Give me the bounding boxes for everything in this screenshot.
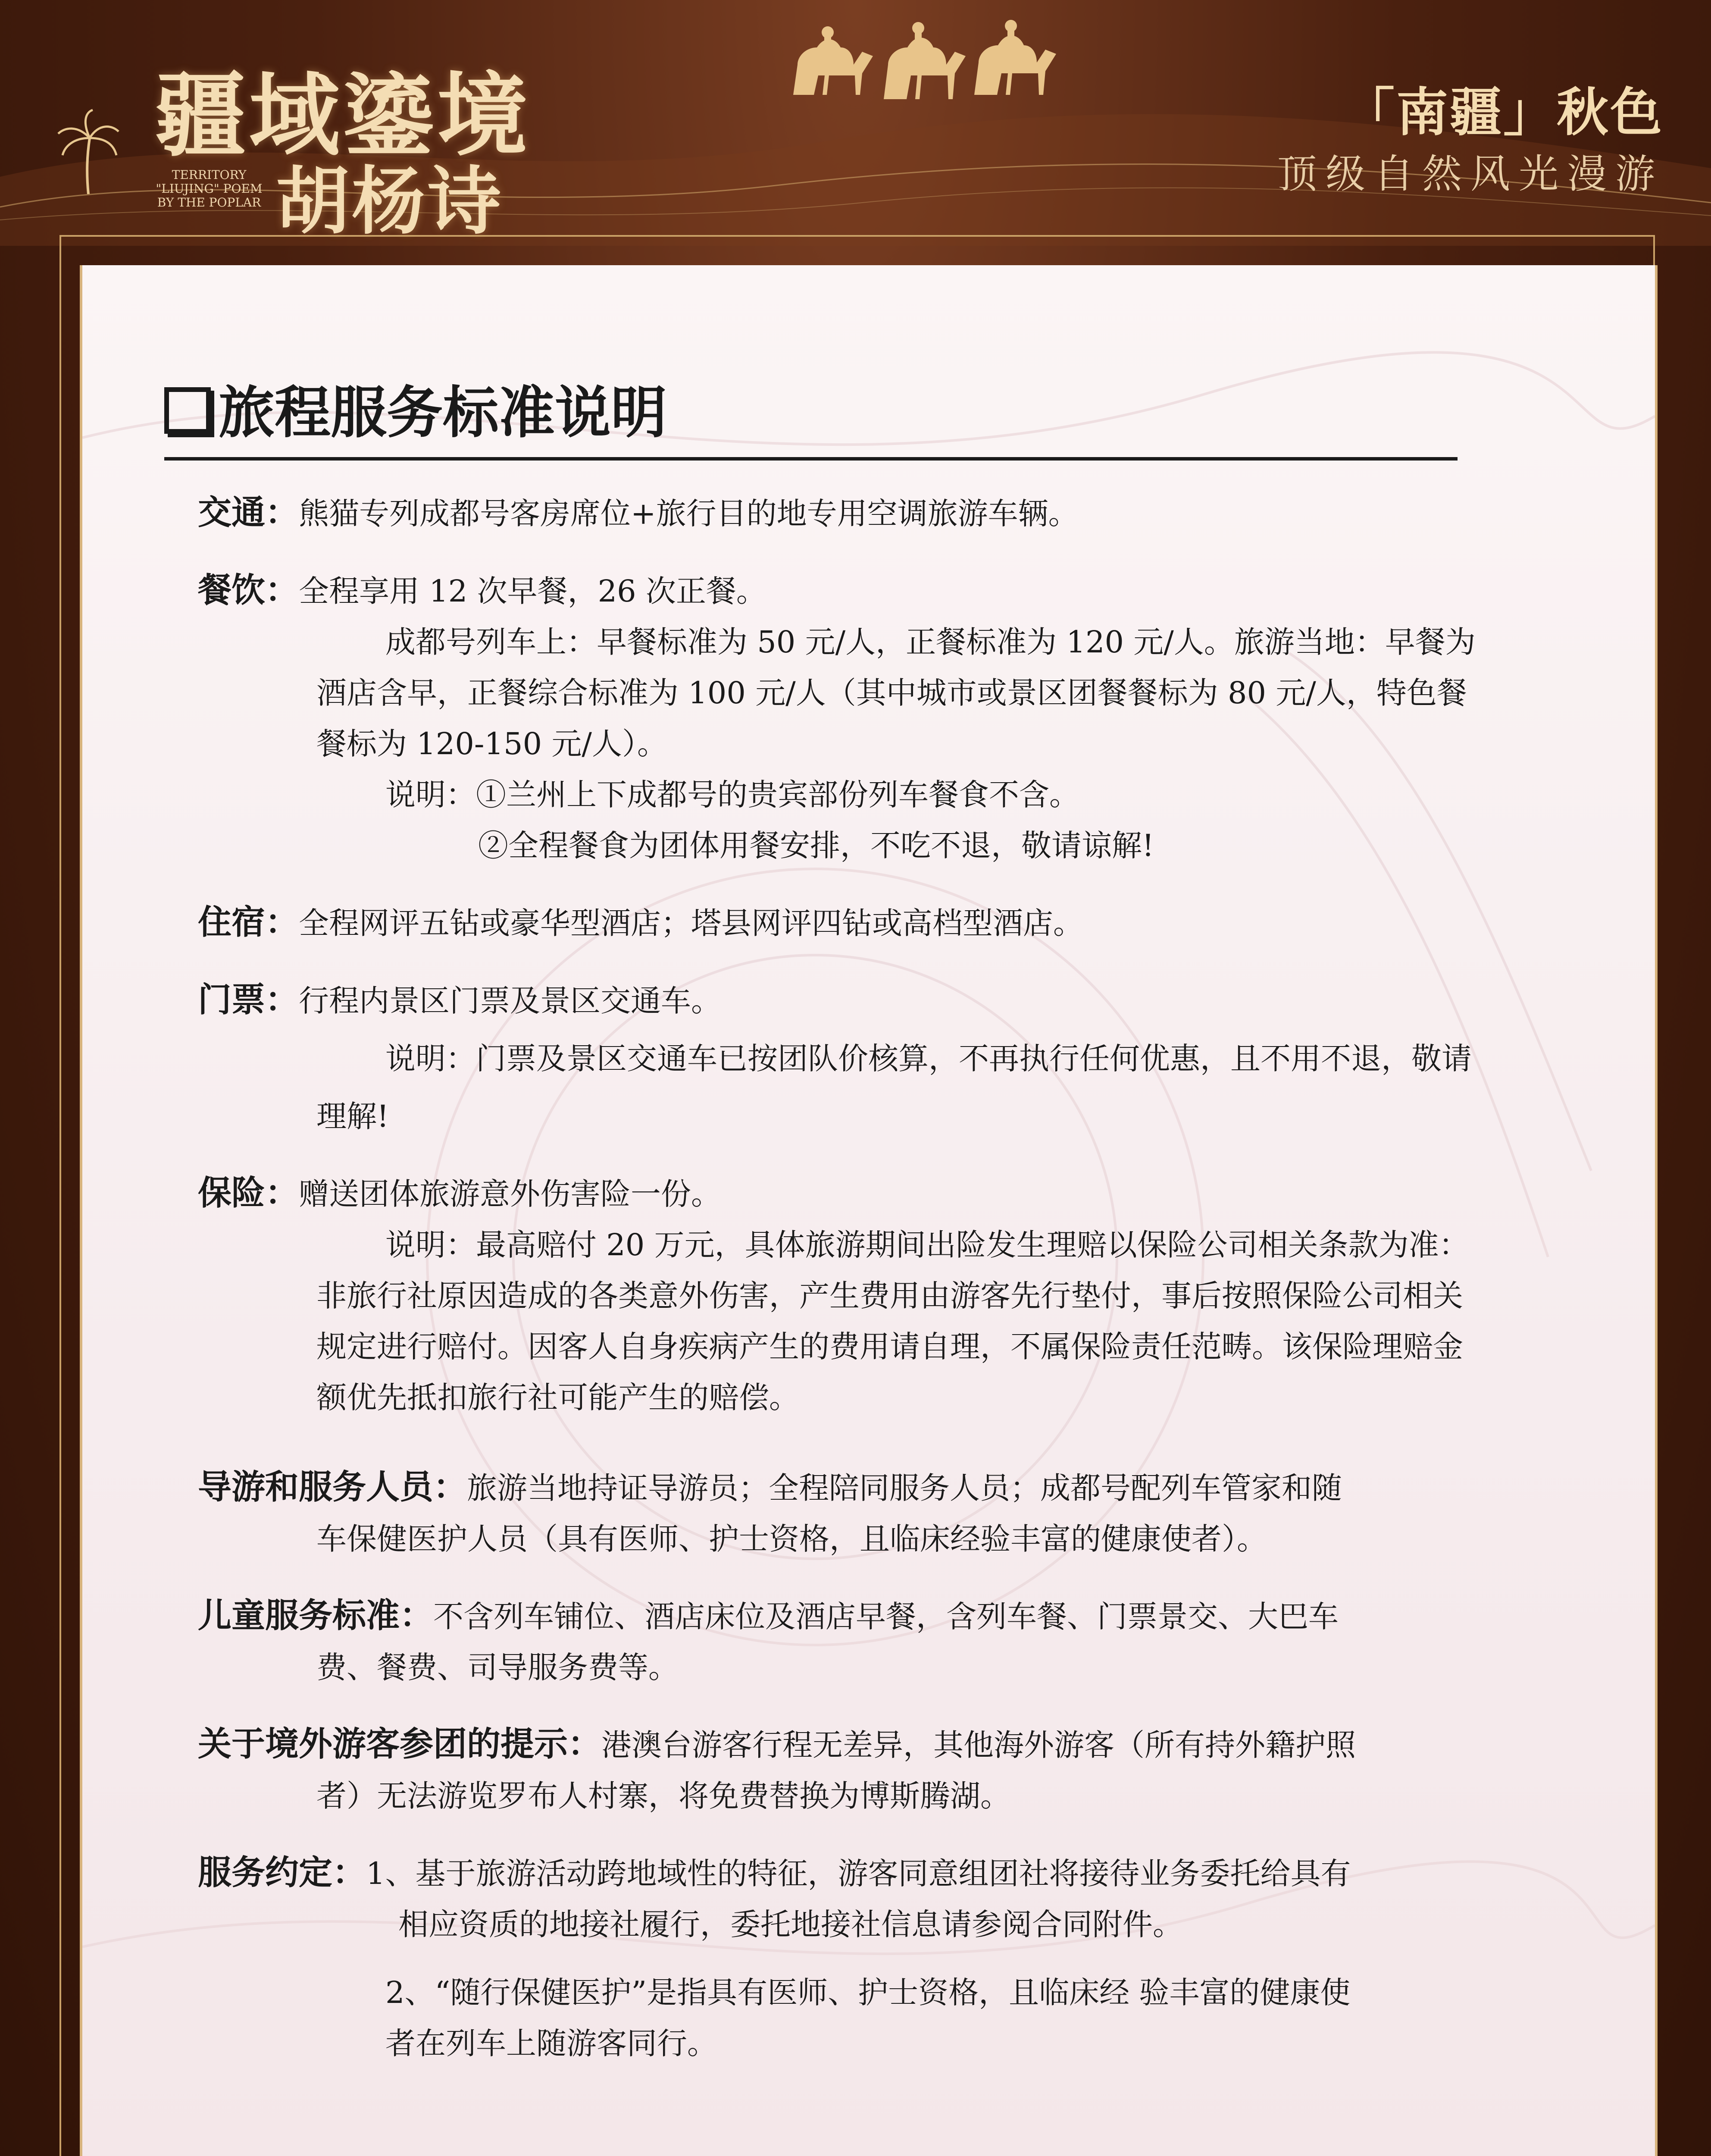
text-guides-2: 车保健医护人员（具有医师、护士资格，且临床经验丰富的健康使者）。 [316,1521,1267,1557]
content-card [80,265,1658,2156]
text-overseas-1: 港澳台游客行程无差异，其他海外游客（所有持外籍护照 [601,1727,1356,1763]
meals-detail-3: 餐标为 120-150 元/人）。 [316,726,667,761]
item-overseas [198,1719,1500,1771]
section-title-text: 旅程服务标准说明 [219,380,667,445]
tagline-sub: 顶级自然风光漫游 [1277,151,1664,197]
palm-tree-icon [56,108,121,194]
label-meals: 餐饮： [198,571,299,610]
item-agreement [198,1847,1500,1899]
label-tickets: 门票： [198,981,299,1019]
insurance-note-1: 说明：最高赔付 20 万元，具体旅游期间出险发生理赔以保险公司相关条款为准： [385,1227,1469,1263]
label-agreement: 服务约定： [198,1853,366,1892]
label-insurance: 保险： [198,1174,299,1213]
text-insurance: 赠送团体旅游意外伤害险一份。 [299,1176,722,1212]
text-meals: 全程享用 12 次早餐，26 次正餐。 [299,573,766,609]
meals-detail-2: 酒店含早，正餐综合标准为 100 元/人（其中城市或景区团餐餐标为 80 元/人，特色餐 [316,675,1467,711]
title-underline [164,457,1458,461]
text-agreement-4: 者在列车上随游客同行。 [385,2026,717,2061]
brand-english-subtitle: TERRITORY "LIUJING" POEM BY THE POPLAR [156,168,263,210]
section-title [164,368,667,448]
label-guides: 导游和服务人员： [198,1468,467,1507]
meals-note-1: 说明：①兰州上下成都号的贵宾部份列车餐食不含。 [385,777,1079,812]
label-overseas: 关于境外游客参团的提示： [198,1725,602,1764]
text-guides-1: 旅游当地持证导游员；全程陪同服务人员；成都号配列车管家和随 [467,1470,1342,1506]
insurance-note-2: 非旅行社原因造成的各类意外伤害，产生费用由游客先行垫付，事后按照保险公司相关 [316,1278,1463,1313]
text-children-1: 不含列车铺位、酒店床位及酒店早餐，含列车餐、门票景交、大巴车 [433,1599,1339,1634]
service-standards-list [198,468,1500,2069]
insurance-note-3: 规定进行赔付。因客人自身疾病产生的费用请自理，不属保险责任范畴。该保险理赔金 [316,1329,1463,1364]
item-guides [198,1462,1500,1514]
item-meals [198,565,1500,617]
text-agreement-1: 1、基于旅游活动跨地域性的特征，游客同意组团社将接待业务委托给具有 [366,1856,1351,1891]
text-lodging: 全程网评五钻或豪华型酒店；塔县网评四钻或高档型酒店。 [299,906,1084,941]
text-children-2: 费、餐费、司导服务费等。 [316,1650,679,1685]
text-overseas-2: 者）无法游览罗布人村寨，将免费替换为博斯腾湖。 [316,1778,1010,1814]
text-transport: 熊猫专列成都号客房席位+旅行目的地专用空调旅游车辆。 [299,496,1079,531]
brand-title-line1: 疆域鎏境 [155,62,532,169]
item-tickets [198,975,1500,1026]
label-children: 儿童服务标准： [198,1596,434,1635]
meals-note-2: ②全程餐食为团体用餐安排，不吃不退，敬请谅解! [478,828,1154,863]
tagline-main: 「南疆」秋色 [1343,82,1664,143]
brand-title-line2: 胡杨诗 [276,158,504,244]
item-transport [198,487,1500,539]
text-agreement-3: 2、“随行保健医护”是指具有医师、护士资格，且临床经 验丰富的健康使 [385,1975,1351,2010]
insurance-note-4: 额优先抵扣旅行社可能产生的赔偿。 [316,1380,799,1415]
label-lodging: 住宿： [198,903,299,942]
label-transport: 交通： [198,493,299,532]
text-tickets: 行程内景区门票及景区交通车。 [299,983,722,1018]
tickets-note-2: 理解! [316,1099,389,1134]
tickets-note-1: 说明：门票及景区交通车已按团队价核算，不再执行任何优惠，且不用不退，敬请 [385,1041,1472,1076]
item-lodging [198,897,1500,949]
meals-detail-1: 成都号列车上：早餐标准为 50 元/人，正餐标准为 120 元/人。旅游当地：早餐为 [385,624,1476,660]
item-children [198,1590,1500,1642]
brand-logo [129,26,604,244]
checkbox-square-icon [164,387,211,434]
text-agreement-2: 相应资质的地接社履行，委托地接社信息请参阅合同附件。 [398,1907,1183,1942]
item-insurance [198,1168,1500,1219]
camel-caravan-icon [776,9,1078,112]
